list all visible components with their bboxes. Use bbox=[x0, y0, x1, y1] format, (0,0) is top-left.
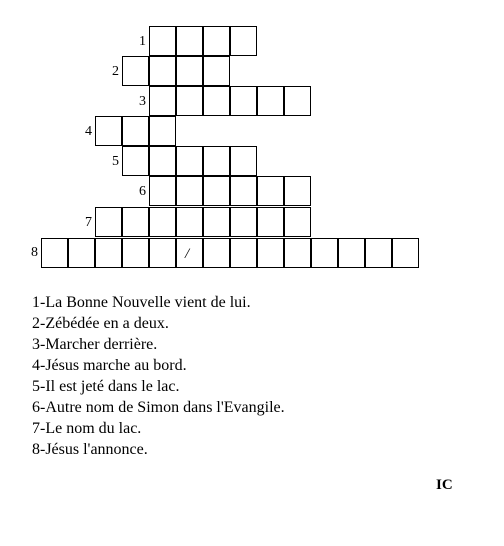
row-number-1: 1 bbox=[139, 34, 146, 49]
clue-3: 3-Marcher derrière. bbox=[32, 336, 158, 353]
grid-cell[interactable] bbox=[311, 238, 338, 268]
grid-cell[interactable] bbox=[203, 26, 230, 56]
grid-cell[interactable] bbox=[203, 56, 230, 86]
clue-4: 4-Jésus marche au bord. bbox=[32, 357, 187, 374]
grid-cell[interactable] bbox=[392, 238, 419, 268]
grid-cell[interactable] bbox=[41, 238, 68, 268]
grid-cell[interactable] bbox=[95, 116, 122, 146]
grid-cell[interactable] bbox=[122, 56, 149, 86]
row-number-4: 4 bbox=[85, 124, 92, 139]
row-number-5: 5 bbox=[112, 154, 119, 169]
clue-6: 6-Autre nom de Simon dans l'Evangile. bbox=[32, 399, 285, 416]
grid-cell[interactable] bbox=[230, 146, 257, 176]
grid-cell[interactable] bbox=[149, 116, 176, 146]
clue-5: 5-Il est jeté dans le lac. bbox=[32, 378, 180, 395]
clue-list bbox=[32, 292, 285, 460]
grid-cell[interactable] bbox=[149, 56, 176, 86]
grid-cell[interactable] bbox=[230, 207, 257, 237]
grid-cell[interactable] bbox=[230, 238, 257, 268]
grid-cell[interactable] bbox=[203, 86, 230, 116]
grid-cell[interactable] bbox=[176, 176, 203, 206]
clue-8: 8-Jésus l'annonce. bbox=[32, 441, 148, 458]
grid-cell[interactable] bbox=[284, 86, 311, 116]
grid-cell[interactable] bbox=[122, 146, 149, 176]
grid-cell[interactable] bbox=[203, 146, 230, 176]
grid-cell[interactable] bbox=[122, 116, 149, 146]
grid-cell[interactable] bbox=[68, 238, 95, 268]
row-number-7: 7 bbox=[85, 215, 92, 230]
grid-cell[interactable] bbox=[203, 207, 230, 237]
grid-cell[interactable] bbox=[338, 238, 365, 268]
row-number-2: 2 bbox=[112, 64, 119, 79]
grid-cell[interactable] bbox=[176, 207, 203, 237]
grid-cell[interactable] bbox=[149, 86, 176, 116]
grid-cell[interactable] bbox=[176, 86, 203, 116]
grid-cell[interactable] bbox=[203, 176, 230, 206]
grid-cell[interactable] bbox=[257, 207, 284, 237]
grid-cell[interactable] bbox=[284, 207, 311, 237]
grid-cell[interactable] bbox=[176, 238, 203, 268]
word-separator-mark: / bbox=[185, 246, 190, 262]
clue-2: 2-Zébédée en a deux. bbox=[32, 315, 169, 332]
grid-cell[interactable] bbox=[176, 146, 203, 176]
grid-cell[interactable] bbox=[203, 238, 230, 268]
author-initials: IC bbox=[436, 477, 453, 493]
grid-cell[interactable] bbox=[149, 238, 176, 268]
row-number-3: 3 bbox=[139, 94, 146, 109]
grid-cell[interactable] bbox=[257, 176, 284, 206]
grid-cell[interactable] bbox=[257, 86, 284, 116]
row-number-8: 8 bbox=[31, 245, 38, 260]
grid-cell[interactable] bbox=[95, 238, 122, 268]
grid-cell[interactable] bbox=[230, 26, 257, 56]
row-number-6: 6 bbox=[139, 184, 146, 199]
clue-1: 1-La Bonne Nouvelle vient de lui. bbox=[32, 294, 251, 311]
grid-cell[interactable] bbox=[365, 238, 392, 268]
grid-cell[interactable] bbox=[95, 207, 122, 237]
grid-cell[interactable] bbox=[176, 56, 203, 86]
clue-7: 7-Le nom du lac. bbox=[32, 420, 142, 437]
grid-cell[interactable] bbox=[176, 26, 203, 56]
grid-cell[interactable] bbox=[122, 238, 149, 268]
grid-cell[interactable] bbox=[284, 176, 311, 206]
grid-cell[interactable] bbox=[122, 207, 149, 237]
grid-cell[interactable] bbox=[149, 176, 176, 206]
grid-cell[interactable] bbox=[230, 86, 257, 116]
grid-cell[interactable] bbox=[257, 238, 284, 268]
grid-cell[interactable] bbox=[149, 26, 176, 56]
grid-cell[interactable] bbox=[149, 207, 176, 237]
grid-cell[interactable] bbox=[149, 146, 176, 176]
grid-cell[interactable] bbox=[230, 176, 257, 206]
grid-cell[interactable] bbox=[284, 238, 311, 268]
